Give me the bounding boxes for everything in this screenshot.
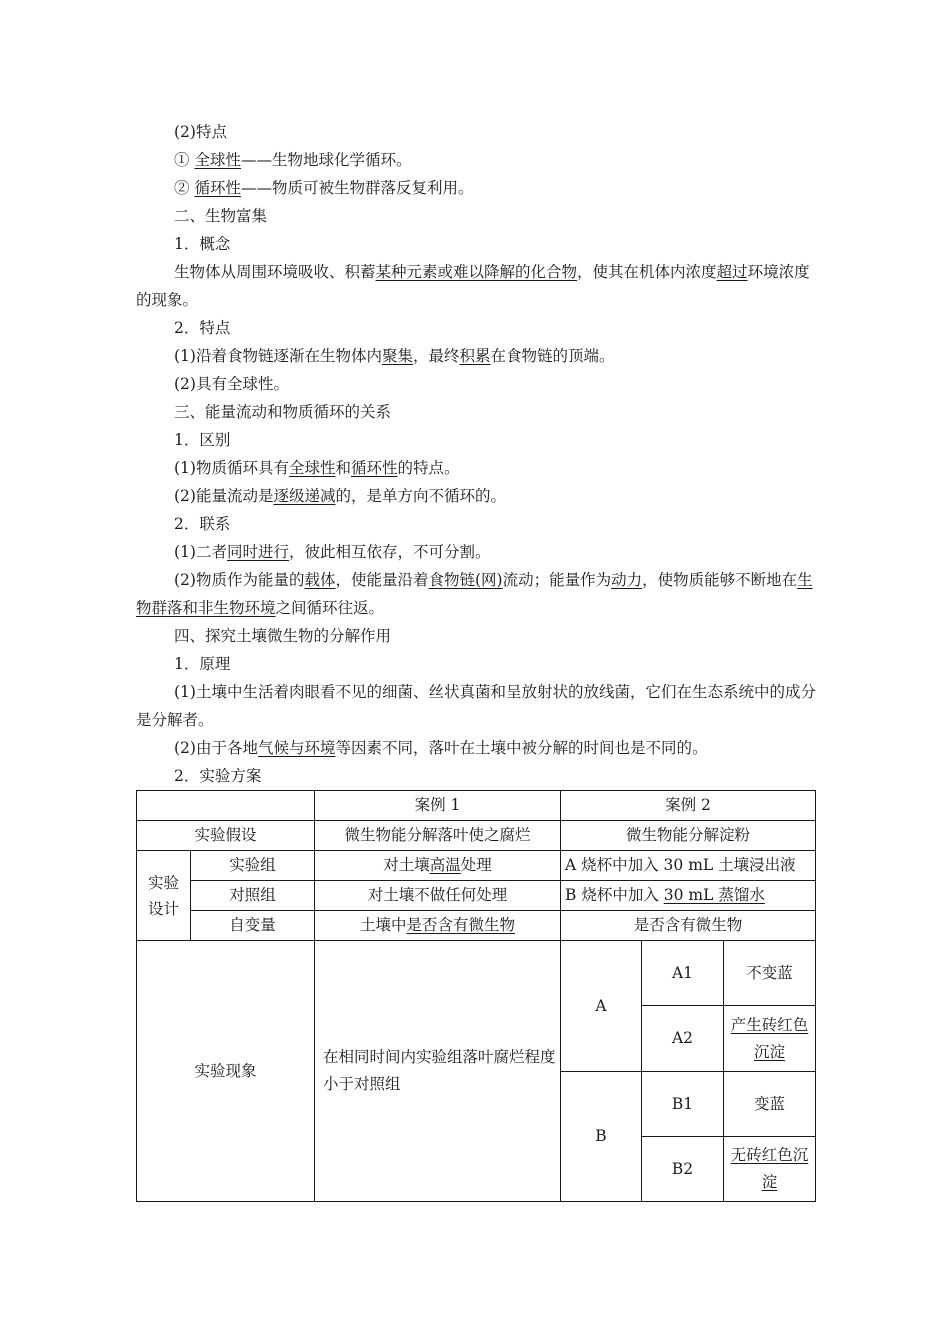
table-corner-cell bbox=[137, 791, 315, 821]
text-segment: 1．概念 bbox=[174, 235, 231, 253]
text-segment: (2)物质作为能量的 bbox=[174, 571, 305, 589]
table-row bbox=[137, 821, 816, 851]
ctrl-group-label: 对照组 bbox=[191, 881, 315, 911]
text-segment: 环境浓度的现象。 bbox=[136, 263, 810, 309]
text-line bbox=[136, 762, 816, 790]
text-segment: 等因素不同，落叶在土壤中被分解的时间也是不同的。 bbox=[335, 739, 708, 757]
text-segment: 三、能量流动和物质循环的关系 bbox=[174, 403, 392, 421]
text-segment: 四、探究土壤微生物的分解作用 bbox=[174, 627, 392, 645]
underlined-term: 逐级递减 bbox=[273, 487, 336, 505]
text-line bbox=[136, 230, 816, 258]
text-segment: (2)能量流动是 bbox=[174, 487, 274, 505]
cell-text-underlined: 无砖红色沉淀 bbox=[730, 1146, 809, 1191]
text-line bbox=[136, 734, 816, 762]
text-segment: 流动；能量作为 bbox=[502, 571, 612, 589]
cell-text: B 烧杯中加入 bbox=[565, 886, 664, 904]
cell-text-underlined: 30 mL 蒸馏水 bbox=[663, 886, 765, 904]
a1-result: 不变蓝 bbox=[724, 941, 816, 1006]
text-segment: ——物质可被生物群落反复利用。 bbox=[240, 179, 474, 197]
text-segment: 二、生物富集 bbox=[174, 207, 268, 225]
text-line bbox=[136, 202, 816, 230]
text-line bbox=[136, 678, 816, 734]
underlined-term: 聚集 bbox=[381, 347, 413, 365]
a2-label: A2 bbox=[642, 1006, 724, 1072]
text-segment: ，彼此相互依存，不可分割。 bbox=[288, 543, 491, 561]
text-line bbox=[136, 426, 816, 454]
text-segment: 2．特点 bbox=[174, 319, 231, 337]
cell-text: 对土壤 bbox=[383, 856, 430, 874]
text-line bbox=[136, 398, 816, 426]
a2-result bbox=[724, 1006, 816, 1072]
text-segment: ，使能量沿着 bbox=[335, 571, 429, 589]
underlined-term: 全球性 bbox=[288, 459, 336, 477]
case1-header: 案例 1 bbox=[315, 791, 561, 821]
cell-text-underlined: 产生砖红色沉淀 bbox=[730, 1015, 809, 1061]
hypothesis-case2: 微生物能分解淀粉 bbox=[561, 821, 816, 851]
underlined-term: 载体 bbox=[304, 571, 336, 589]
table-row bbox=[137, 881, 816, 911]
hypothesis-label: 实验假设 bbox=[137, 821, 315, 851]
text-line bbox=[136, 118, 816, 146]
underlined-term: 同时进行 bbox=[226, 543, 289, 561]
underlined-term: 某种元素或难以降解的化合物 bbox=[375, 263, 578, 281]
cell-text-underlined: 是否含有微生物 bbox=[406, 916, 516, 934]
variable-case2: 是否含有微生物 bbox=[561, 911, 816, 941]
text-line bbox=[136, 146, 816, 174]
text-segment: 生物体从周围环境吸收、积蓄 bbox=[174, 263, 376, 281]
text-line bbox=[136, 342, 816, 370]
beaker-a-label: A bbox=[561, 941, 642, 1072]
text-segment: (1)沿着食物链逐渐在生物体内 bbox=[174, 347, 382, 365]
underlined-term: 全球性 bbox=[194, 151, 241, 169]
b2-label: B2 bbox=[642, 1137, 724, 1202]
phenomenon-label: 实验现象 bbox=[137, 941, 315, 1202]
text-segment: 的，是单方向不循环的。 bbox=[335, 487, 506, 505]
text-segment: 2．实验方案 bbox=[174, 767, 262, 785]
underlined-term: 气候与环境 bbox=[257, 739, 336, 757]
text-segment: ，最终 bbox=[412, 347, 460, 365]
beaker-b-label: B bbox=[561, 1072, 642, 1202]
underlined-term: 积累 bbox=[459, 347, 491, 365]
text-segment: (2)由于各地 bbox=[174, 739, 258, 757]
text-segment: 1．原理 bbox=[174, 655, 231, 673]
cell-text: 土壤中 bbox=[359, 916, 407, 934]
underlined-term: 循环性 bbox=[351, 459, 398, 477]
text-segment: 的特点。 bbox=[397, 459, 460, 477]
table-row bbox=[137, 911, 816, 941]
case2-header: 案例 2 bbox=[561, 791, 816, 821]
text-segment: ——生物地球化学循环。 bbox=[240, 151, 412, 169]
text-line bbox=[136, 538, 816, 566]
text-line bbox=[136, 174, 816, 202]
text-segment: 1．区别 bbox=[174, 431, 231, 449]
text-segment: 和 bbox=[335, 459, 351, 477]
exp-group-label: 实验组 bbox=[191, 851, 315, 881]
text-segment: (1)二者 bbox=[174, 543, 227, 561]
b1-label: B1 bbox=[642, 1072, 724, 1137]
text-segment: ，使物质能够不断地在 bbox=[642, 571, 798, 589]
text-segment: ，使其在机体内浓度 bbox=[577, 263, 717, 281]
text-segment: 之间循环往返。 bbox=[275, 599, 385, 617]
text-line bbox=[136, 510, 816, 538]
design-label: 实验设计 bbox=[137, 851, 191, 941]
text-segment: 在食物链的顶端。 bbox=[490, 347, 615, 365]
b2-result bbox=[724, 1137, 816, 1202]
underlined-term: 循环性 bbox=[194, 179, 241, 197]
text-segment: (1)物质循环具有 bbox=[174, 459, 289, 477]
text-segment: 2．联系 bbox=[174, 515, 231, 533]
variable-label: 自变量 bbox=[191, 911, 315, 941]
hypothesis-case1: 微生物能分解落叶使之腐烂 bbox=[315, 821, 561, 851]
text-line bbox=[136, 454, 816, 482]
phenomenon-case1: 在相同时间内实验组落叶腐烂程度小于对照组 bbox=[315, 941, 561, 1202]
exp-group-case1 bbox=[315, 851, 561, 881]
text-segment: ① bbox=[174, 151, 195, 169]
text-segment: (2)特点 bbox=[174, 123, 227, 141]
cell-text: 处理 bbox=[460, 856, 492, 874]
underlined-term: 超过 bbox=[716, 263, 748, 281]
table-row bbox=[137, 941, 816, 1006]
text-line bbox=[136, 482, 816, 510]
document-body bbox=[136, 118, 816, 790]
underlined-term: 生物群落和非生物环境 bbox=[136, 571, 813, 617]
a1-label: A1 bbox=[642, 941, 724, 1006]
text-line bbox=[136, 622, 816, 650]
text-segment: ② bbox=[174, 179, 195, 197]
text-line bbox=[136, 370, 816, 398]
text-line bbox=[136, 258, 816, 314]
underlined-term: 动力 bbox=[611, 571, 643, 589]
text-segment: (1)土壤中生活着肉眼看不见的细菌、丝状真菌和呈放射状的放线菌，它们在生态系统中的成分是分解者。 bbox=[136, 683, 816, 729]
text-line bbox=[136, 650, 816, 678]
cell-text-underlined: 高温 bbox=[429, 856, 461, 874]
underlined-term: 食物链(网) bbox=[428, 571, 503, 589]
experiment-table bbox=[136, 790, 816, 1202]
ctrl-group-case1: 对土壤不做任何处理 bbox=[315, 881, 561, 911]
exp-group-case2: A 烧杯中加入 30 mL 土壤浸出液 bbox=[561, 851, 816, 881]
variable-case1 bbox=[315, 911, 561, 941]
text-line bbox=[136, 314, 816, 342]
ctrl-group-case2 bbox=[561, 881, 816, 911]
table-row bbox=[137, 851, 816, 881]
table-row bbox=[137, 791, 816, 821]
text-line bbox=[136, 566, 816, 622]
b1-result: 变蓝 bbox=[724, 1072, 816, 1137]
text-segment: (2)具有全球性。 bbox=[174, 375, 289, 393]
